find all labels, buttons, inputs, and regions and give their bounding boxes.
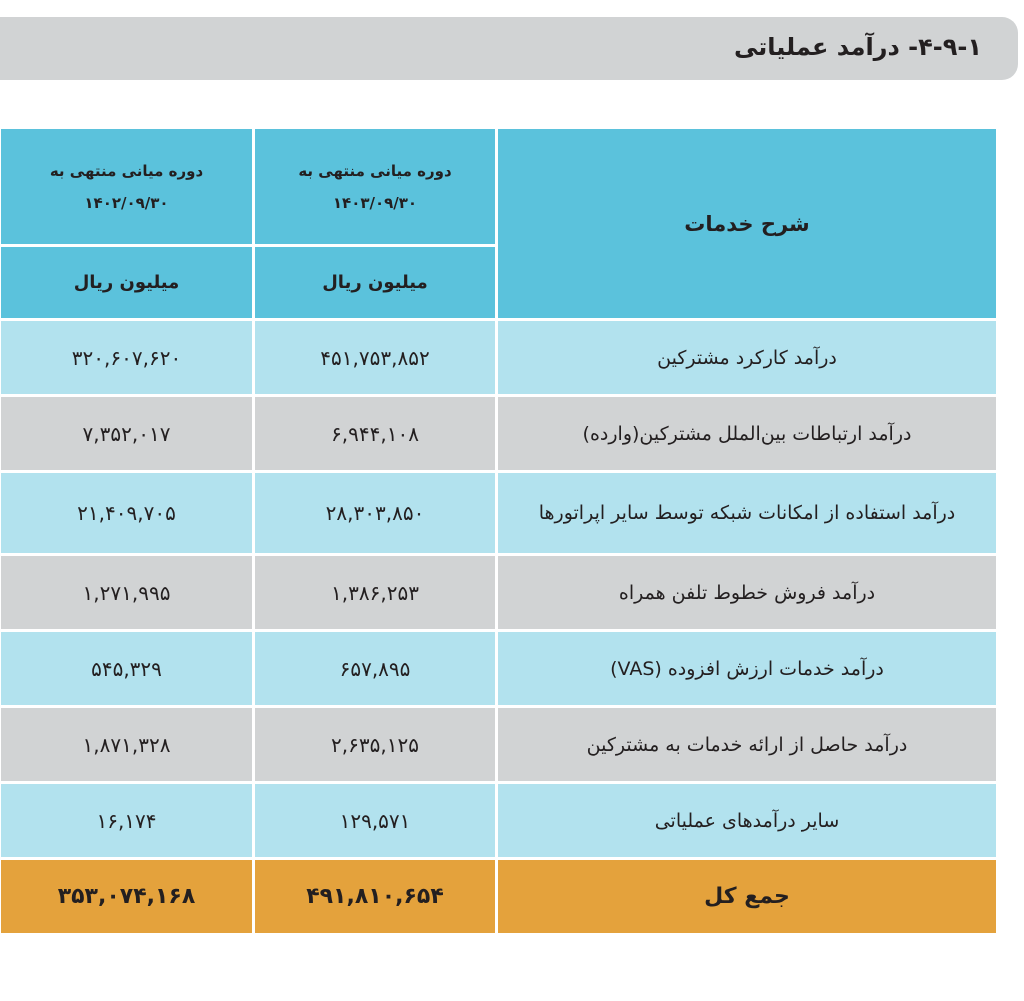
table-row (0, 320, 998, 396)
cell-previous: ۳۲۰,۶۰۷,۶۲۰ (0, 320, 254, 396)
cell-previous: ۱۶,۱۷۴ (0, 783, 254, 859)
cell-current: ۲,۶۳۵,۱۲۵ (254, 707, 497, 783)
cell-label: سایر درآمدهای عملیاتی (497, 783, 998, 859)
cell-previous: ۷,۳۵۲,۰۱۷ (0, 396, 254, 472)
cell-label: درآمد فروش خطوط تلفن همراه (497, 555, 998, 631)
header-current-period (254, 128, 497, 246)
header-previous-period (0, 128, 254, 246)
table-row (0, 472, 998, 555)
total-current: ۴۹۱,۸۱۰,۶۵۴ (254, 859, 497, 935)
cell-label: درآمد ارتباطات بین‌الملل مشترکین(وارده) (497, 396, 998, 472)
total-previous: ۳۵۳,۰۷۴,۱۶۸ (0, 859, 254, 935)
cell-label: درآمد کارکرد مشترکین (497, 320, 998, 396)
cell-current: ۴۵۱,۷۵۳,۸۵۲ (254, 320, 497, 396)
operating-revenue-table (0, 126, 999, 936)
cell-previous: ۱,۸۷۱,۳۲۸ (0, 707, 254, 783)
cell-current: ۶۵۷,۸۹۵ (254, 631, 497, 707)
table-header-row (0, 128, 998, 246)
table-total-row (0, 859, 998, 935)
table-row (0, 783, 998, 859)
cell-current: ۱۲۹,۵۷۱ (254, 783, 497, 859)
header-current-period-date: ۱۴۰۳/۰۹/۳۰ (332, 193, 418, 212)
table-row (0, 631, 998, 707)
cell-current: ۶,۹۴۴,۱۰۸ (254, 396, 497, 472)
cell-label: درآمد حاصل از ارائه خدمات به مشترکین (497, 707, 998, 783)
header-unit-current: میلیون ریال (254, 246, 497, 320)
table-row (0, 396, 998, 472)
cell-current: ۲۸,۳۰۳,۸۵۰ (254, 472, 497, 555)
cell-current: ۱,۳۸۶,۲۵۳ (254, 555, 497, 631)
header-previous-period-label: دوره میانی منتهی به (49, 161, 204, 180)
header-current-period-label: دوره میانی منتهی به (298, 161, 452, 180)
total-label: جمع کل (497, 859, 998, 935)
header-previous-period-date: ۱۴۰۲/۰۹/۳۰ (84, 193, 169, 212)
cell-previous: ۱,۲۷۱,۹۹۵ (0, 555, 254, 631)
cell-label: درآمد استفاده از امکانات شبکه توسط سایر اپراتورها (497, 472, 998, 555)
section-title: ۴-۹-۱- درآمد عملیاتی (733, 33, 982, 61)
cell-previous: ۲۱,۴۰۹,۷۰۵ (0, 472, 254, 555)
header-unit-previous: میلیون ریال (0, 246, 254, 320)
header-description: شرح خدمات (497, 128, 998, 320)
cell-label: درآمد خدمات ارزش افزوده (VAS) (497, 631, 998, 707)
table-row (0, 555, 998, 631)
cell-previous: ۵۴۵,۳۲۹ (0, 631, 254, 707)
table-row (0, 707, 998, 783)
